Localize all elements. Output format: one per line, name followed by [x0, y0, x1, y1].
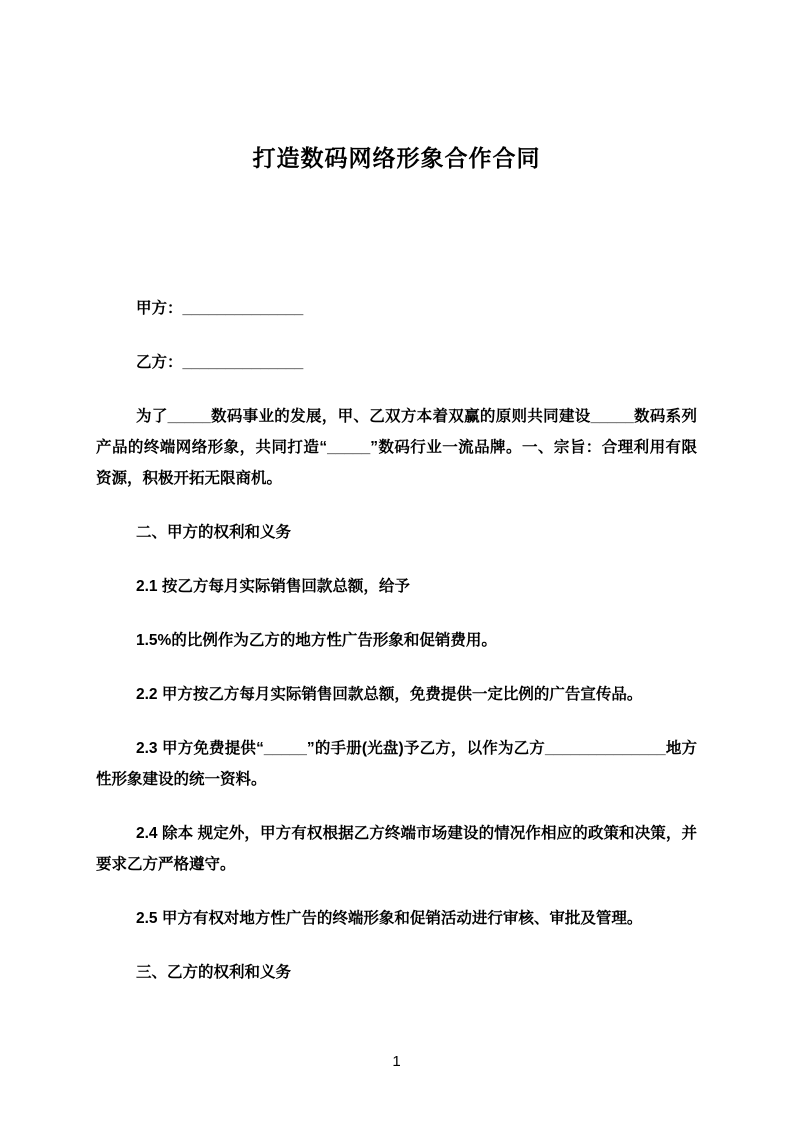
party-a-line: 甲方：______________: [136, 300, 304, 317]
clause-2-4: 2.4 除本 规定外，甲方有权根据乙方终端市场建设的情况作相应的政策和决策，并要求乙方严格遵守。: [96, 825, 697, 873]
document-body: [96, 293, 697, 988]
section-3-heading: 三、乙方的权利和义务: [136, 964, 292, 981]
party-b-line: 乙方：______________: [136, 354, 304, 371]
clause-2-5: 2.5 甲方有权对地方性广告的终端形象和促销活动进行审核、审批及管理。: [136, 910, 643, 927]
page-number: 1: [392, 1053, 401, 1070]
clause-2-1-continued: 1.5%的比例作为乙方的地方性广告形象和促销费用。: [136, 632, 497, 649]
document-title: 打造数码网络形象合作合同: [252, 145, 541, 171]
preamble-paragraph: 为了_____数码事业的发展，甲、乙双方本着双赢的原则共同建设_____数码系列产品的终端网络形象，共同打造“_____”数码行业一流品牌。一、宗旨：合理利用有限资源，积极开拓无限商机。: [96, 408, 697, 487]
clause-2-3: 2.3 甲方免费提供“_____”的手册(光盘)予乙方，以作为乙方______________地方性形象建设的统一资料。: [96, 740, 697, 788]
clause-2-1: 2.1 按乙方每月实际销售回款总额，给予: [136, 578, 410, 595]
section-2-heading: 二、甲方的权利和义务: [136, 524, 292, 541]
clause-2-2: 2.2 甲方按乙方每月实际销售回款总额，免费提供一定比例的广告宣传品。: [136, 686, 643, 703]
